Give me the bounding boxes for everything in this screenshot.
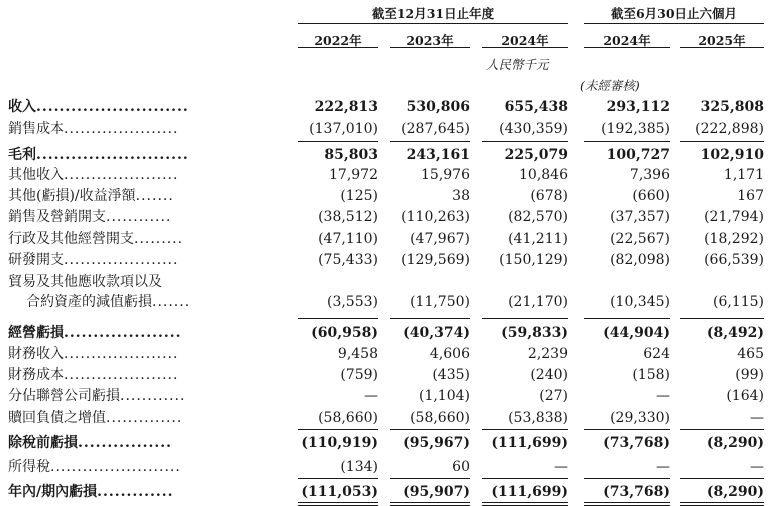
cell-2025-interim: 1,171 [723,167,764,183]
cell-2024-interim: 293,112 [606,99,670,115]
cell-2023: (95,967) [403,435,470,451]
summation-rule [680,478,764,479]
cell-2023: (129,569) [401,252,470,268]
cell-2024-interim: (37,357) [610,209,670,225]
row-leader-dots: ............ [120,388,186,404]
row-label-text: 行政及其他經營開支 [8,231,134,247]
row-label-text: 財務收入 [8,346,64,362]
row-label [8,230,183,248]
cell-2025-interim: (66,539) [704,252,764,268]
cell-2025-interim: (18,292) [704,231,764,247]
row-label-text: 毛利 [8,147,36,163]
cell-2022: (125) [340,188,378,204]
cell-2023: (1,104) [418,388,470,404]
row-label-text: 贖回負債之增值 [8,410,106,426]
cell-2024-annual: (21,170) [508,294,568,310]
summation-rule [390,318,470,319]
cell-2022: (111,053) [301,484,378,500]
summation-rule [482,141,568,142]
summation-rule [584,502,670,506]
cell-2024-annual: (53,838) [508,410,568,426]
row-leader-dots: ....... [152,294,191,310]
summation-rule [298,478,378,479]
cell-2025-interim: (8,290) [706,435,764,451]
row-label-text: 收入 [8,99,36,115]
row-label-text: 財務成本 [8,367,64,383]
cell-2024-annual: (150,129) [499,252,568,268]
cell-2024-annual: (82,570) [508,209,568,225]
summation-rule [680,141,764,142]
cell-2024-annual: 225,079 [504,147,568,163]
cell-2024-annual: (59,833) [501,325,568,341]
year-header-2022: 2022年 [314,33,362,48]
cell-2024-annual: 10,846 [519,167,568,183]
cell-2022: 9,458 [337,346,378,362]
cell-2022: (60,958) [311,325,378,341]
summation-rule [482,318,568,319]
cell-2024-annual: (41,211) [508,231,568,247]
year-header-2025-interim: 2025年 [698,33,746,48]
cell-2024-annual: (430,359) [499,121,568,137]
annual-period-rule [298,23,568,24]
cell-2024-interim: (192,385) [601,121,670,137]
summation-rule [584,478,670,479]
year-rule-2025-interim [680,47,764,48]
summation-rule [298,141,378,142]
cell-2023: (47,967) [410,231,470,247]
cell-2024-annual: (111,699) [491,435,568,451]
cell-2022: (134) [340,459,378,475]
cell-2024-annual: 655,438 [504,99,568,115]
row-leader-dots: ........................ [50,459,181,475]
row-leader-dots: ............. [97,484,174,500]
cell-2022: (47,110) [318,231,378,247]
annual-period-header: 截至12月31日止年度 [371,6,495,21]
cell-2025-interim: — [750,410,764,426]
row-label [8,387,185,405]
row-leader-dots: .................... [64,325,182,341]
row-label [8,273,162,291]
row-leader-dots: ..................... [64,367,179,383]
cell-2024-annual: (678) [530,188,568,204]
cell-2024-interim: (73,768) [603,484,670,500]
cell-2024-interim: (29,330) [610,410,670,426]
year-header-2024-annual: 2024年 [501,33,549,48]
summation-rule [584,141,670,142]
row-label [8,98,189,116]
row-label-text: 除稅前虧損 [8,435,78,451]
summation-rule [482,429,568,430]
row-label [8,409,182,427]
cell-2024-interim: (22,567) [610,231,670,247]
cell-2024-annual: (240) [530,367,568,383]
cell-2025-interim: 325,808 [700,99,764,115]
cell-2022: (38,512) [318,209,378,225]
summation-rule [390,478,470,479]
year-header-2023: 2023年 [406,33,454,48]
cell-2023: 4,606 [429,346,470,362]
cell-2025-interim: 465 [737,346,764,362]
row-label [8,366,178,384]
summation-rule [298,502,378,506]
cell-2023: (95,907) [403,484,470,500]
row-label-text: 經營虧損 [8,325,64,341]
cell-2025-interim: (164) [726,388,764,404]
row-leader-dots: ................ [78,435,172,451]
cell-2023: (287,645) [401,121,470,137]
row-label-text: 年內/期內虧損 [8,484,98,500]
cell-2023: 60 [452,459,470,475]
cell-2023: (11,750) [410,294,470,310]
cell-2024-interim: — [656,459,670,475]
cell-2024-interim: — [656,388,670,404]
cell-2025-interim: (6,115) [712,294,764,310]
summation-rule [680,318,764,319]
cell-2024-interim: (10,345) [610,294,670,310]
row-leader-dots: .......................... [36,147,189,163]
summation-rule [482,502,568,506]
row-leader-dots: ............ [106,209,172,225]
cell-2024-annual: — [554,459,568,475]
cell-2024-annual: 2,239 [527,346,568,362]
row-label [8,208,171,226]
cell-2023: 243,161 [406,147,470,163]
cell-2022: (75,433) [318,252,378,268]
row-label [26,293,190,311]
six-month-period-header: 截至6月30日止六個月 [610,6,738,21]
year-rule-2024-interim [584,47,670,48]
cell-2023: 530,806 [406,99,470,115]
cell-2023: (110,263) [401,209,470,225]
summation-rule [298,318,378,319]
row-label [8,483,174,501]
row-label-text: 合約資產的減值虧損 [26,294,152,310]
row-label [8,120,178,138]
row-label [8,166,178,184]
row-label [8,146,189,164]
cell-2022: 17,972 [329,167,378,183]
cell-2023: (58,660) [410,410,470,426]
cell-2025-interim: — [750,459,764,475]
cell-2024-interim: 7,396 [629,167,670,183]
row-leader-dots: ..................... [64,167,179,183]
cell-2022: (110,919) [301,435,378,451]
row-label [8,458,181,476]
cell-2022: (137,010) [309,121,378,137]
row-label-text: 分佔聯營公司虧損 [8,388,120,404]
summation-rule [390,429,470,430]
cell-2022: (58,660) [318,410,378,426]
year-rule-2022 [298,47,378,48]
row-label [8,251,178,269]
row-label-text: 銷售及營銷開支 [8,209,106,225]
row-label-text: 銷售成本 [8,121,64,137]
row-leader-dots: .......................... [36,99,189,115]
row-label-text: 其他(虧損)/收益淨額 [8,188,136,204]
cell-2025-interim: 167 [737,188,764,204]
summation-rule [584,318,670,319]
cell-2023: (40,374) [403,325,470,341]
cell-2022: 222,813 [314,99,378,115]
row-label-text: 研發開支 [8,252,64,268]
cell-2025-interim: (21,794) [704,209,764,225]
six-month-period-rule [584,23,764,24]
summation-rule [680,502,764,506]
cell-2024-annual: (27) [539,388,568,404]
cell-2025-interim: (222,898) [695,121,764,137]
cell-2023: 15,976 [421,167,470,183]
summation-rule [482,478,568,479]
cell-2025-interim: 102,910 [700,147,764,163]
row-leader-dots: ..................... [64,252,179,268]
cell-2024-interim: (82,098) [610,252,670,268]
row-label-text: 其他收入 [8,167,64,183]
row-label-text: 所得稅 [8,459,50,475]
summation-rule [390,502,470,506]
cell-2024-interim: (73,768) [603,435,670,451]
cell-2024-interim: 624 [643,346,670,362]
cell-2024-interim: (660) [632,188,670,204]
row-label [8,434,172,452]
cell-2022: (3,553) [326,294,378,310]
cell-2024-annual: (111,699) [491,484,568,500]
cell-2024-interim: 100,727 [606,147,670,163]
year-rule-2024-annual [482,47,568,48]
cell-2024-interim: (158) [632,367,670,383]
cell-2025-interim: (99) [735,367,764,383]
row-leader-dots: ..................... [64,346,179,362]
year-rule-2023 [390,47,470,48]
row-label [8,324,181,342]
cell-2023: 38 [452,188,470,204]
summation-rule [584,429,670,430]
row-leader-dots: ..................... [64,121,179,137]
year-header-2024-interim: 2024年 [603,33,651,48]
currency-unit-label: 人民幣千元 [486,57,549,72]
cell-2023: (435) [432,367,470,383]
row-label [8,187,174,205]
summation-rule [298,429,378,430]
cell-2022: 85,803 [324,147,378,163]
row-leader-dots: ......... [134,231,184,247]
cell-2022: (759) [340,367,378,383]
cell-2025-interim: (8,290) [706,484,764,500]
cell-2022: — [364,388,378,404]
row-label-text: 貿易及其他應收款項以及 [8,274,162,290]
cell-2024-interim: (44,904) [603,325,670,341]
unaudited-label: (未經審核) [580,78,640,93]
summation-rule [680,429,764,430]
row-leader-dots: .............. [106,410,183,426]
summation-rule [390,141,470,142]
cell-2025-interim: (8,492) [706,325,764,341]
row-label [8,345,178,363]
row-leader-dots: ....... [135,188,174,204]
